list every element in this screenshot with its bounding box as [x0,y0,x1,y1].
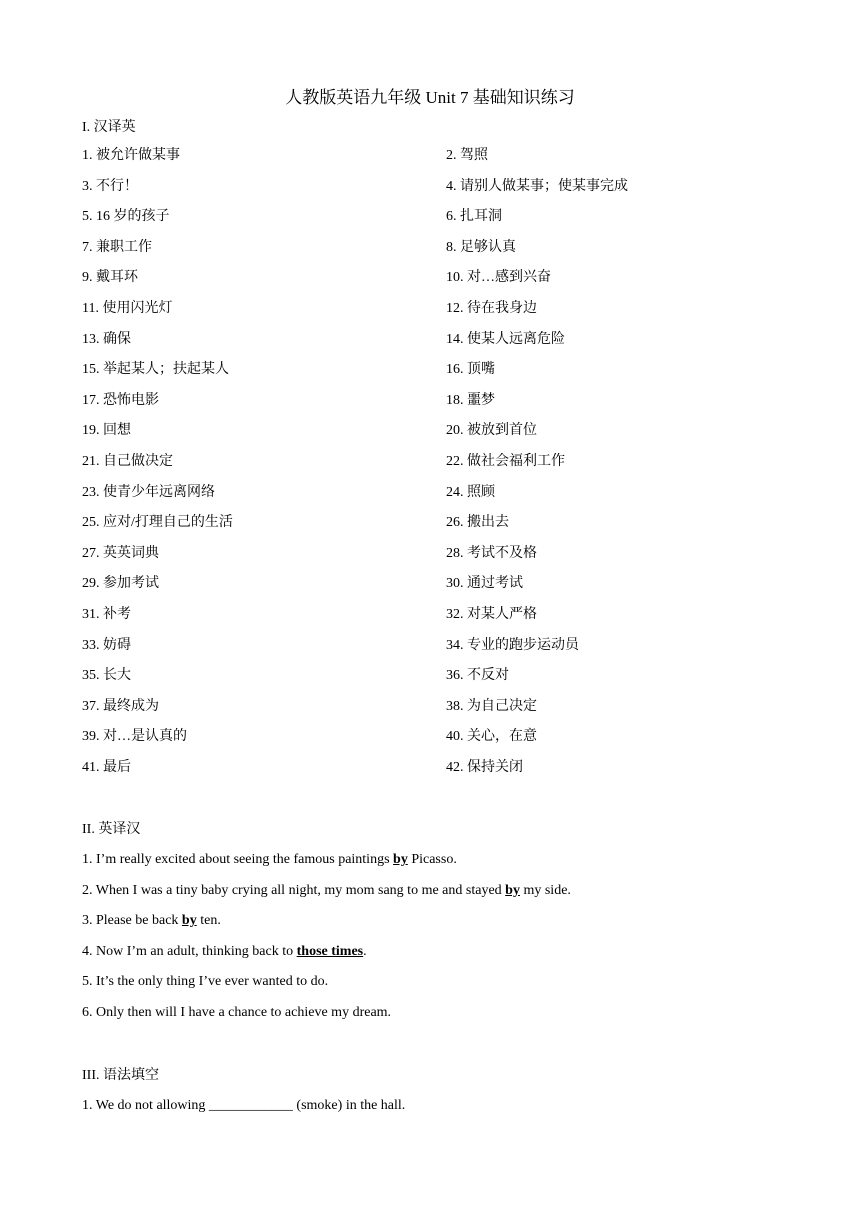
grammar-question-1: 1. We do not allowing ____________ (smoke) in the hall. [82,1098,406,1113]
vocab-item: 37. 最终成为 [82,698,159,714]
vocab-item: 3. 不行！ [82,178,138,194]
vocab-item: 42. 保持关闭 [446,759,523,775]
vocab-item: 10. 对…感到兴奋 [446,270,551,286]
vocab-item: 19. 回想 [82,423,131,439]
vocab-item: 15. 举起某人；扶起某人 [82,362,229,378]
vocab-item: 2. 驾照 [446,148,488,163]
vocab-item: 29. 参加考试 [82,576,159,592]
vocab-item: 23. 使青少年远离网络 [82,484,215,500]
sentence-list [82,850,782,1034]
vocab-grid [82,146,782,788]
vocab-item: 18. 噩梦 [446,392,495,408]
vocab-item: 4. 请别人做某事；使某事完成 [446,178,628,194]
vocab-item: 24. 照顾 [446,484,495,500]
vocab-item: 17. 恐怖电影 [82,392,159,408]
vocab-item: 5. 16 岁的孩子 [82,209,170,225]
vocab-item: 38. 为自己决定 [446,698,537,714]
vocab-item: 25. 应对/打理自己的生活 [82,515,233,531]
vocab-item: 30. 通过考试 [446,576,523,592]
sentence-text-end: my side. [519,882,571,898]
vocab-item: 9. 戴耳环 [82,270,138,286]
vocab-item: 6. 扎耳洞 [446,209,502,225]
vocab-item: 12. 待在我身边 [446,300,537,316]
sentence-text: 4. Now I’m an adult, thinking back to [82,943,297,959]
vocab-item: 14. 使某人远离危险 [446,331,565,347]
sentence-emphasis: by [181,913,197,929]
vocab-item: 33. 妨碍 [82,637,131,653]
vocab-item: 28. 考试不及格 [446,545,537,561]
sentence-line [82,911,782,942]
section-heading-translate-en-cn: II. 英译汉 [82,822,141,837]
sentence-text-end: . [363,943,367,959]
vocab-item: 11. 使用闪光灯 [82,300,173,316]
sentence-text-end: ten. [196,913,221,929]
sentence-line [82,850,782,881]
vocab-item: 40. 关心，在意 [446,729,537,745]
sentence-line [82,1003,782,1034]
vocab-item: 16. 顶嘴 [446,362,495,378]
sentence-emphasis: those times [296,943,364,959]
vocab-item: 20. 被放到首位 [446,423,537,439]
sentence-emphasis: by [393,852,408,867]
vocab-item: 22. 做社会福利工作 [446,453,565,469]
sentence-text: 5. It’s the only thing I’ve ever wanted to do. [82,974,329,990]
vocab-item: 8. 足够认真 [446,239,516,255]
vocab-item: 35. 长大 [82,668,131,684]
sentence-text-end: Picasso. [407,852,457,867]
section-heading-grammar-fill: III. 语法填空 [82,1068,159,1083]
vocab-item: 1. 被允许做某事 [82,148,180,163]
vocab-item: 36. 不反对 [446,668,509,684]
sentence-text: 6. Only then will I have a chance to achieve my dream. [82,1004,392,1020]
sentence-text: 3. Please be back [82,913,182,929]
vocab-item: 27. 英英词典 [82,545,159,561]
vocab-item: 7. 兼职工作 [82,239,152,255]
vocab-item: 41. 最后 [82,759,131,775]
sentence-text: 2. When I was a tiny baby crying all night, my mom sang to me and stayed [82,882,506,898]
vocab-item: 32. 对某人严格 [446,606,537,622]
section-heading-translate-cn-en: I. 汉译英 [82,120,136,135]
sentence-line [82,881,782,912]
vocab-item: 13. 确保 [82,331,131,347]
page-title: 人教版英语九年级 Unit 7 基础知识练习 [285,88,575,107]
vocab-item: 39. 对…是认真的 [82,729,187,745]
sentence-line [82,972,782,1003]
vocab-item: 34. 专业的跑步运动员 [446,637,579,653]
vocab-item: 21. 自己做决定 [82,453,173,469]
vocab-item: 31. 补考 [82,606,131,622]
sentence-text: 1. I’m really excited about seeing the famous paintings [82,852,394,867]
sentence-emphasis: by [505,882,520,898]
sentence-line [82,942,782,973]
vocab-item: 26. 搬出去 [446,515,509,531]
